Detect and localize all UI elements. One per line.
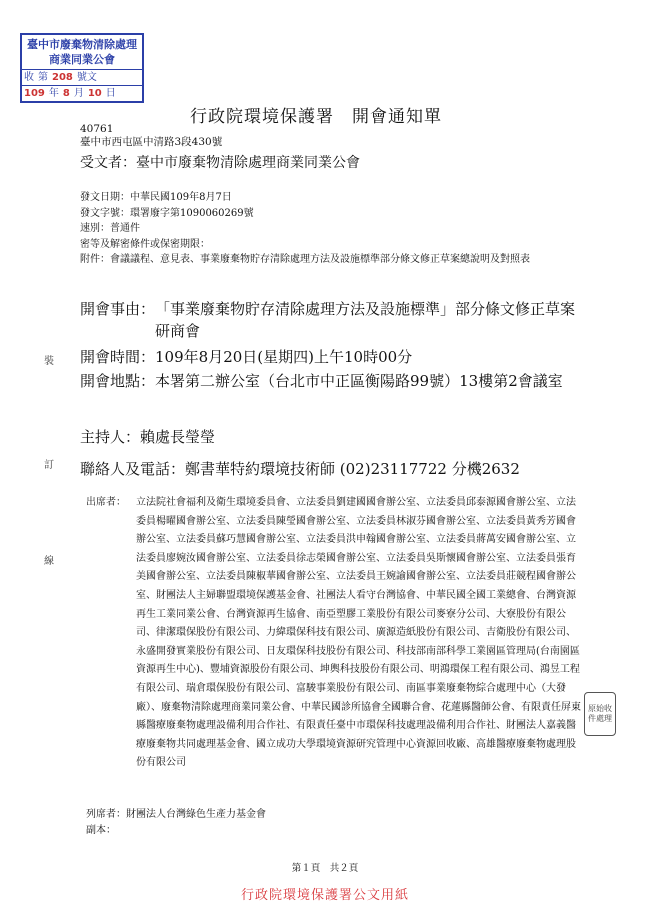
binding-mark-2: 訂 — [44, 460, 54, 471]
stamp-number-row — [22, 70, 142, 86]
copy-line — [86, 823, 386, 839]
meeting-subject — [80, 298, 580, 342]
recipient: 臺中市廢棄物清除處理商業同業公會 — [136, 155, 360, 171]
attachment-text: 會議議程、意見表、事業廢棄物貯存清除處理方法及設施標準部分條文修正草案總說明及對照表 — [110, 254, 530, 265]
stamp-date-row — [22, 86, 142, 101]
meeting-chair — [80, 426, 580, 448]
stamp-num-suffix: 號文 — [76, 72, 97, 83]
place-text: 本署第二辦公室（台北市中正區衡陽路99號）13樓第2會議室 — [155, 372, 563, 390]
meeting-time — [80, 346, 580, 368]
stamp-number: 208 — [52, 72, 73, 83]
subject-label: 開會事由： — [80, 300, 156, 318]
document-meta — [80, 190, 560, 268]
stamp-num-label: 第 — [38, 72, 48, 83]
chair-name: 賴處長瑩瑩 — [140, 428, 216, 446]
document-title: 行政院環境保護署 開會通知單 — [190, 107, 442, 127]
footer-label: 行政院環境保護署公文用紙 — [240, 888, 409, 903]
stamp-year: 109 — [24, 88, 45, 99]
time-text: 109年8月20日(星期四)上午10時00分 — [155, 348, 413, 366]
page-number: 第１頁 共２頁 — [291, 863, 359, 874]
stamp-day: 10 — [87, 88, 102, 99]
meeting-contact — [80, 458, 580, 480]
attendees — [86, 494, 582, 773]
speed: 速別：普通件 — [80, 223, 140, 234]
document-number: 發文字號：環署廢字第1090060269號 — [80, 207, 254, 219]
attachment-line — [80, 252, 560, 268]
place-label: 開會地點： — [80, 372, 156, 390]
secrecy: 密等及解密條件或保密期限： — [80, 238, 210, 250]
recipient-label: 受文者： — [80, 155, 136, 171]
binding-mark-3: 線 — [44, 556, 54, 567]
postal-code: 40761 — [80, 123, 114, 135]
time-label: 開會時間： — [80, 348, 156, 366]
stamp-day-label: 日 — [105, 88, 116, 99]
receipt-stamp — [20, 33, 144, 103]
attendees-label: 出席者： — [86, 497, 126, 508]
stamp-month: 8 — [62, 88, 70, 99]
stamp-year-label: 年 — [48, 88, 59, 99]
contact-label: 聯絡人及電話： — [80, 460, 186, 478]
cc-label: 列席者： — [86, 809, 126, 820]
attachment-label: 附件： — [80, 254, 110, 265]
meeting-place — [80, 370, 580, 392]
chair-label: 主持人： — [80, 428, 141, 446]
stamp-month-label: 月 — [73, 88, 84, 99]
stamp-recv-label: 收 — [24, 72, 34, 83]
binding-mark-1: 裝 — [44, 356, 54, 367]
cc-text: 財團法人台灣綠色生產力基金會 — [126, 809, 266, 820]
processing-stamp: 原始收件處理 — [584, 692, 616, 736]
issue-date: 發文日期：中華民國109年8月7日 — [80, 192, 232, 203]
attendees-list: 立法院社會福利及衛生環境委員會、立法委員劉建國國會辦公室、立法委員邱泰源國會辦公室、立法委員楊曜國會辦公室、立法委員陳瑩國會辦公室、立法委員林淑芬國會辦公室、立法委員黃秀芳國會辦公室、立法委員蘇巧慧國會辦公室、立法委員洪申翰國會辦公室、立法委員蔣萬安國會辦公室、立法委員廖婉汝國會辦公室、立法委員徐志榮國會辦公室、立法委員吳斯懷國會辦公室、立法委員張育美國會辦公室、立法委員陳椒華國會辦公室、立法委員王婉諭國會辦公室、立法委員莊競程國會辦公室、財團法人主婦聯盟環境保護基金會、社團法人看守台灣協會、中華民國全國工業總會、台灣資源再生工業同業公會、台灣資源再生協會、南亞塑膠工業股份有限公司麥寮分公司、大寮股份有限公司、律潔環保股份有限公司、力緯環保科技有限公司、廣源造紙股份有限公司、吉衛股份有限公司、永盛開發實業股份有限公司、日友環保科技股份有限公司、科技部南部科學工業園區管理局(台南園區資源再生中心)、豐埔資源股份有限公司、坤輿科技股份有限公司、明鴻環保工程有限公司、鴻昱工程有限公司、瑞倉環保股份有限公司、富駿事業股份有限公司、南區事業廢棄物綜合處理中心（大發廠）、廢棄物清除處理商業同業公會、中華民國診所協會全國聯合會、花蓮縣醫師公會、有限責任屏東縣醫療廢棄物處理設備利用合作社、有限責任臺中市環保科技處理設備利用合作社、財團法人嘉義醫療廢棄物共同處理基金會、國立成功大學環境資源研究管理中心資源回收廠、高雄醫療廢棄物處理股份有限公司 — [136, 497, 581, 769]
subject-text: 「事業廢棄物貯存清除處理方法及設施標準」部分條文修正草案研商會 — [155, 300, 576, 340]
copy-label: 副本： — [86, 825, 116, 836]
recipient-line — [80, 152, 360, 172]
stamp-org: 臺中市廢棄物清除處理商業同業公會 — [22, 35, 142, 70]
address: 臺中市西屯區中清路3段430號 — [80, 136, 223, 148]
cc-line — [86, 807, 386, 823]
contact-text: 鄭書華特約環境技術師 (02)23117722 分機2632 — [185, 460, 520, 478]
